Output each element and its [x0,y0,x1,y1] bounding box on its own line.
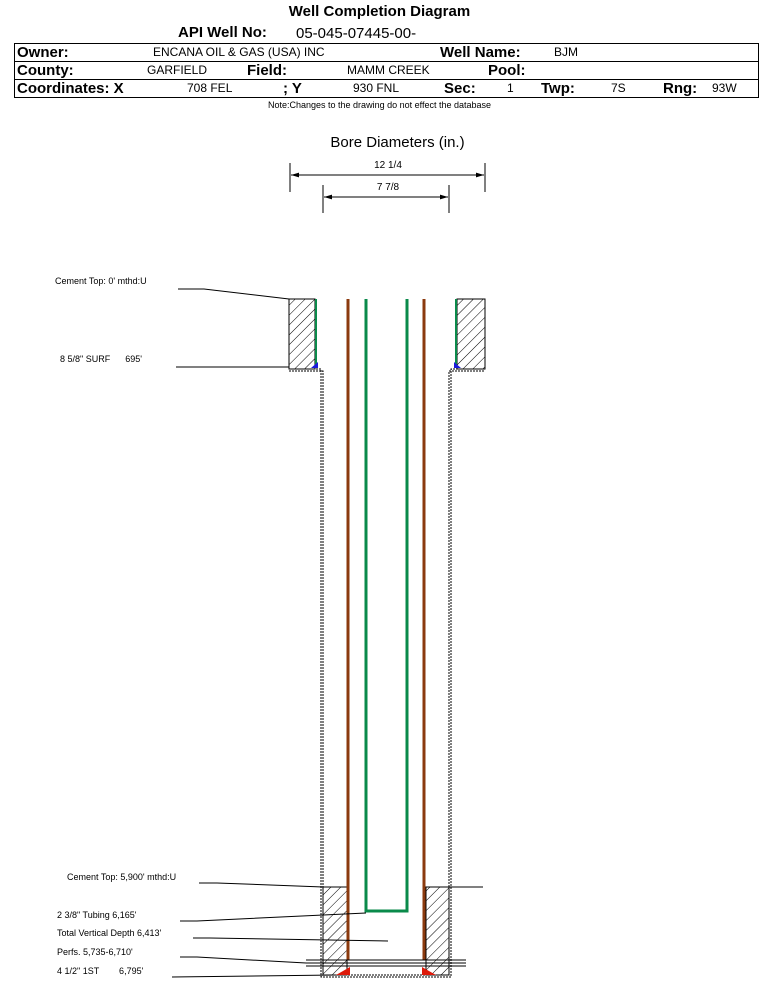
api-value: 05-045-07445-00- [296,25,417,42]
bore-diameter-inner: 7 7/8 [376,182,400,193]
rng-value: 93W [712,81,737,95]
production-cement-right [426,887,449,975]
total-vertical-depth-label: Total Vertical Depth 6,413' [57,928,162,938]
api-label: API Well No: [178,24,267,41]
surface-casing-label: 8 5/8" SURF 695' [60,354,142,364]
owner-label: Owner: [17,44,69,61]
diagram-title: Well Completion Diagram [288,3,471,20]
leader-lines [172,289,483,977]
sec-value: 1 [507,81,514,95]
well-name-value: BJM [554,45,578,59]
production-cement-left [323,887,347,975]
rng-label: Rng: [663,80,698,97]
field-label: Field: [247,62,287,79]
coord-y-label: ; Y [283,80,302,97]
sec-label: Sec: [444,80,476,97]
twp-value: 7S [611,81,626,95]
twp-label: Twp: [541,80,575,97]
coord-y-value: 930 FNL [353,81,400,95]
bore-diameters-title: Bore Diameters (in.) [330,134,465,151]
cement-top-surface-label: Cement Top: 0' mthd:U [55,276,147,286]
coord-x-label: Coordinates: X [17,80,124,97]
surface-cement-right [457,299,485,369]
surface-cement-left [289,299,315,369]
field-value: MAMM CREEK [347,63,430,77]
well-name-label: Well Name: [440,44,521,61]
wellbore-outline [289,369,485,977]
tubing [366,299,407,911]
owner-value: ENCANA OIL & GAS (USA) INC [153,45,325,59]
production-casing-label: 4 1/2" 1ST 6,795' [57,966,144,976]
coord-x-value: 708 FEL [187,81,233,95]
county-label: County: [17,62,74,79]
database-note: Note:Changes to the drawing do not effect the database [268,100,491,110]
bore-diameter-outer: 12 1/4 [374,160,402,171]
perforations-label: Perfs. 5,735-6,710' [57,947,133,957]
pool-label: Pool: [488,62,526,79]
county-value: GARFIELD [147,63,208,77]
tubing-label: 2 3/8" Tubing 6,165' [57,910,137,920]
cement-top-production-label: Cement Top: 5,900' mthd:U [67,872,177,882]
